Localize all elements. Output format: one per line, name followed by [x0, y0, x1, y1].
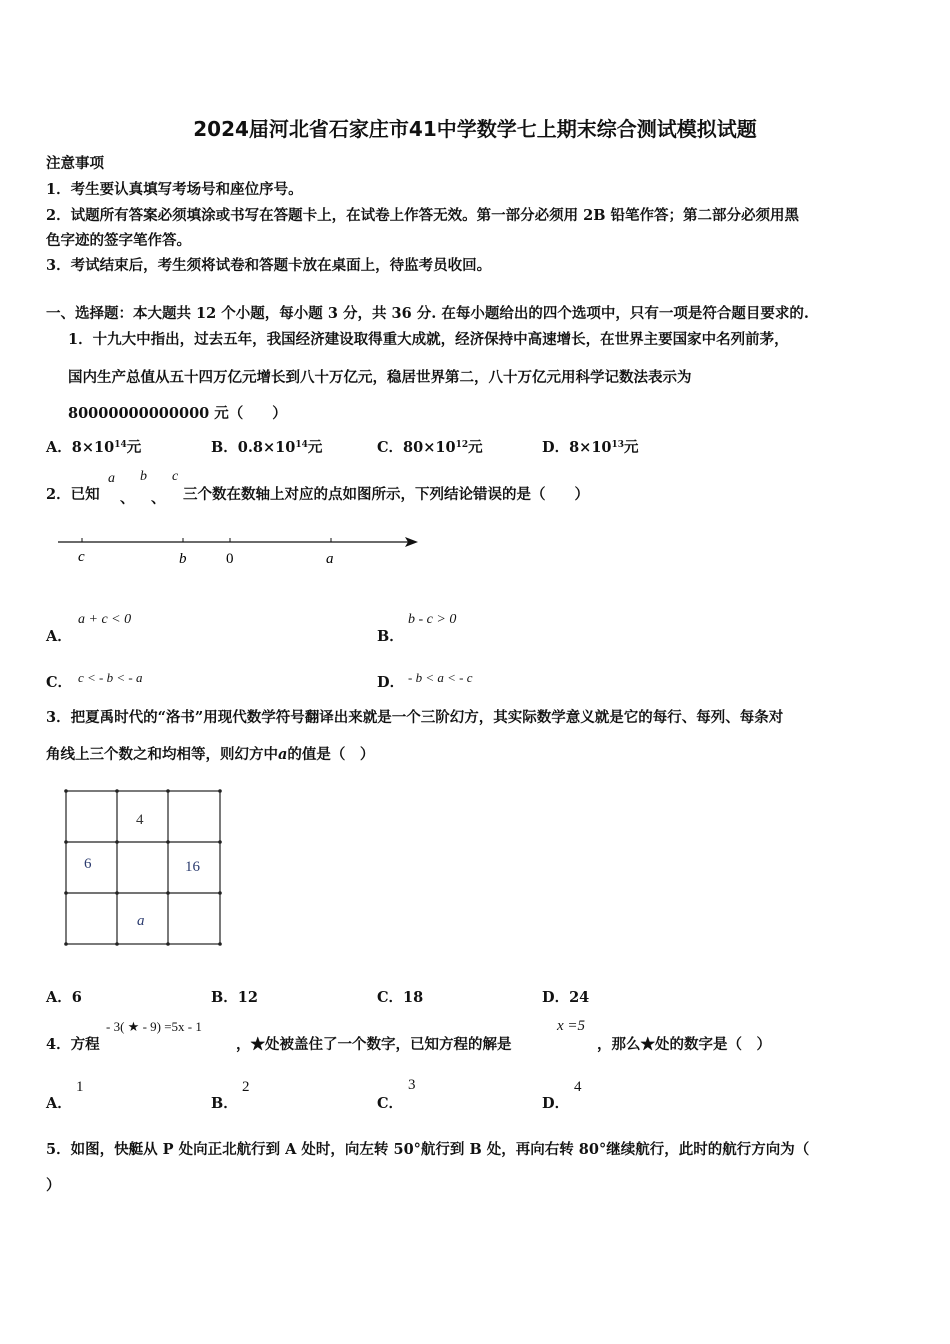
- q3-option-a[interactable]: A．6: [46, 989, 82, 1006]
- q1-option-b[interactable]: B．$0.8\times 10^{14}$元: [211, 439, 323, 456]
- q3-line2: 角线上三个数之和均相等，则幻方中a的值是（ ）: [46, 746, 375, 763]
- q2-sep: 、: [120, 490, 135, 507]
- q3-line1: 3．把夏禹时代的“洛书”用现代数学符号翻译出来就是一个三阶幻方，其实际数学意义就是它的每行、每列、每条对: [46, 709, 784, 726]
- notice-item: 色字迹的签字笔作答。: [46, 232, 191, 249]
- q4-suffix: ，那么★处的数字是（ ）: [597, 1036, 771, 1053]
- q2-option-b-label[interactable]: B．: [377, 628, 404, 645]
- q4-option-c-value[interactable]: 3: [408, 1077, 416, 1093]
- q2-option-c-expr[interactable]: c < - b < - a: [78, 670, 143, 685]
- notice-item: 1．考生要认真填写考场号和座位序号。: [46, 181, 303, 198]
- grid-cell-6: 6: [84, 856, 92, 872]
- q4-option-d-value[interactable]: 4: [574, 1079, 582, 1095]
- axis-label-zero: 0: [226, 551, 234, 567]
- q2-option-c-label[interactable]: C．: [46, 674, 73, 691]
- notice-item: 3．考试结束后，考生须将试卷和答题卡放在桌面上，待监考员收回。: [46, 257, 492, 274]
- number-line: [50, 528, 430, 574]
- q2-option-b-expr[interactable]: b - c > 0: [408, 612, 457, 627]
- q2-option-d-expr[interactable]: - b < a < - c: [408, 670, 473, 685]
- q2-var-b: b: [140, 469, 147, 484]
- grid-cell-16: 16: [185, 859, 200, 875]
- axis-label-a: a: [326, 551, 334, 567]
- notice-heading: 注意事项: [46, 155, 104, 172]
- q5-line2: ）: [46, 1177, 61, 1194]
- q1-option-a[interactable]: A．$8\times 10^{14}$元: [46, 439, 142, 456]
- q4-option-a-value[interactable]: 1: [76, 1079, 84, 1095]
- page-title: 2024届河北省石家庄市41中学数学七上期末综合测试模拟试题: [193, 117, 757, 141]
- q4-equation: - 3( ★ - 9) =5x - 1: [106, 1019, 202, 1034]
- q1-line3: 80000000000000 元（ ）: [68, 405, 287, 422]
- notice-item: 2．试题所有答案必须填涂或书写在答题卡上，在试卷上作答无效。第一部分必须用 2B 铅笔作答；第二部分必须用黑: [46, 207, 800, 224]
- q2-prefix: 2．已知: [46, 486, 100, 503]
- q4-option-b-value[interactable]: 2: [242, 1079, 250, 1095]
- q4-option-b-label[interactable]: B．: [211, 1095, 238, 1112]
- q4-middle: ，★处被盖住了一个数字，已知方程的解是: [236, 1036, 512, 1053]
- q4-prefix: 4．方程: [46, 1036, 100, 1053]
- section-heading: 一、选择题：本大题共 12 个小题，每小题 3 分，共 36 分. 在每小题给出的四个选项中，只有一项是符合题目要求的.: [46, 305, 809, 322]
- q1-line1: 1．十九大中指出，过去五年，我国经济建设取得重大成就，经济保持中高速增长，在世界主要国家中名列前茅，: [68, 331, 789, 348]
- q3-option-d[interactable]: D．24: [542, 989, 590, 1006]
- q4-option-a-label[interactable]: A．: [46, 1095, 72, 1112]
- q3-option-b[interactable]: B．12: [211, 989, 258, 1006]
- q1-option-d[interactable]: D．$8\times 10^{13}$元: [542, 439, 639, 456]
- q2-var-c: c: [172, 469, 179, 484]
- q2-suffix: 三个数在数轴上对应的点如图所示，下列结论错误的是（ ）: [183, 486, 589, 503]
- q5-line1: 5．如图，快艇从 P 处向正北航行到 A 处时，向左转 50°航行到 B 处，再向右转 80°继续航行，此时的航行方向为（: [46, 1141, 810, 1158]
- axis-label-c: c: [78, 549, 85, 565]
- grid-cell-4: 4: [136, 812, 144, 828]
- q2-option-a-label[interactable]: A．: [46, 628, 72, 645]
- magic-square: [60, 786, 228, 950]
- q2-var-a: a: [108, 471, 115, 486]
- q2-sep: 、: [151, 490, 166, 507]
- q1-option-c[interactable]: C．$80\times 10^{12}$元: [377, 439, 483, 456]
- grid-cell-a: a: [137, 913, 145, 929]
- q1-line2: 国内生产总值从五十四万亿元增长到八十万亿元，稳居世界第二，八十万亿元用科学记数法表示为: [68, 369, 692, 386]
- q2-option-a-expr[interactable]: a + c < 0: [78, 612, 132, 627]
- q4-solution: x =5: [557, 1018, 586, 1034]
- q2-option-d-label[interactable]: D．: [377, 674, 405, 691]
- q4-option-d-label[interactable]: D．: [542, 1095, 570, 1112]
- q3-option-c[interactable]: C．18: [377, 989, 424, 1006]
- axis-label-b: b: [179, 551, 187, 567]
- q4-option-c-label[interactable]: C．: [377, 1095, 404, 1112]
